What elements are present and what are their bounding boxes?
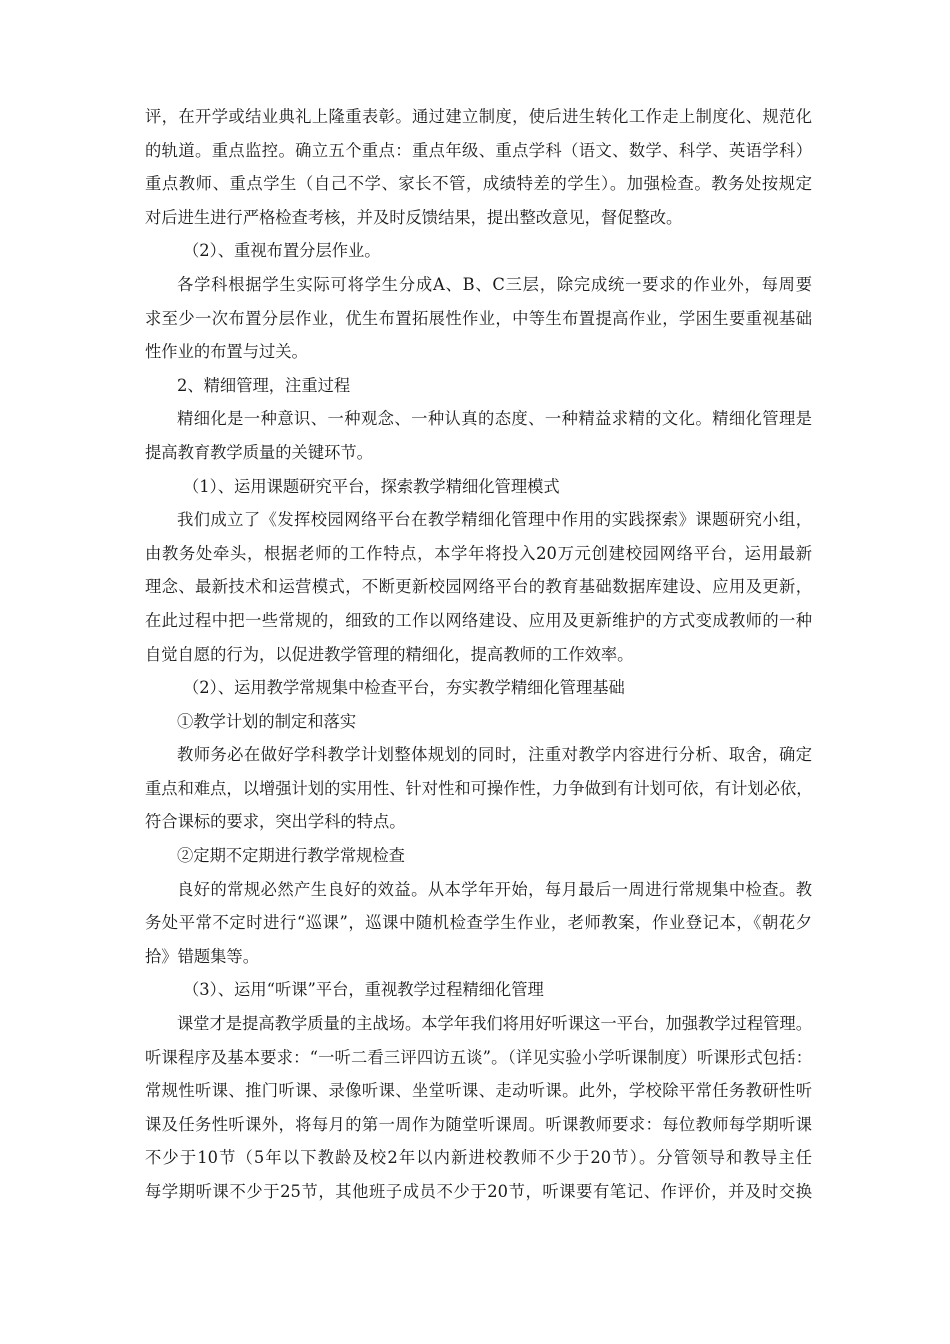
paragraph-line: 理念、最新技术和运营模式，不断更新校园网络平台的教育基础数据库建设、应用及更新，: [145, 577, 812, 597]
paragraph-line: 拾》错题集等。: [145, 946, 259, 966]
paragraph-line: 的轨道。重点监控。确立五个重点：重点年级、重点学科（语文、数学、科学、英语学科）: [145, 140, 812, 160]
paragraph-line: 精细化是一种意识、一种观念、一种认真的态度、一种精益求精的文化。精细化管理是: [177, 409, 812, 429]
paragraph-line: 务处平常不定时进行“巡课”，巡课中随机检查学生作业，老师教案，作业登记本，《朝花夕: [145, 913, 812, 933]
paragraph-line: 不少于10节（5年以下教龄及校2年以内新进校教师不少于20节）。分管领导和教导主任: [145, 1148, 812, 1168]
paragraph-line: 在此过程中把一些常规的，细致的工作以网络建设、应用及更新维护的方式变成教师的一种: [145, 610, 812, 630]
section-heading-line: （1）、运用课题研究平台，探索教学精细化管理模式: [183, 476, 560, 496]
paragraph-line: 每学期听课不少于25节，其他班子成员不少于20节，听课要有笔记、作评价，并及时交换: [145, 1182, 812, 1201]
section-heading-line: （3）、运用“听课”平台，重视教学过程精细化管理: [183, 980, 544, 1000]
paragraph-line: 听课程序及基本要求：“一听二看三评四访五谈”。（详见实验小学听课制度）听课形式包括：: [145, 1047, 812, 1067]
paragraph-line: 提高教育教学质量的关键环节。: [145, 442, 373, 462]
section-heading-line: （2）、运用教学常规集中检查平台，夯实教学精细化管理基础: [183, 678, 625, 698]
paragraph-line: ②定期不定期进行教学常规检查: [177, 846, 405, 866]
paragraph-line: 我们成立了《发挥校园网络平台在教学精细化管理中作用的实践探索》课题研究小组，: [177, 510, 812, 530]
paragraph-line: 评，在开学或结业典礼上隆重表彰。通过建立制度，使后进生转化工作走上制度化、规范化: [145, 107, 812, 126]
document-body: [145, 100, 812, 1209]
paragraph-line: 教师务必在做好学科教学计划整体规划的同时，注重对教学内容进行分析、取舍，确定: [177, 745, 812, 765]
paragraph-line: 2、精细管理，注重过程: [177, 375, 351, 395]
paragraph-line: 重点和难点，以增强计划的实用性、针对性和可操作性，力争做到有计划可依，有计划必依，: [145, 778, 813, 798]
paragraph-line: 由教务处牵头，根据老师的工作特点，本学年将投入20万元创建校园网络平台，运用最新: [145, 543, 812, 563]
paragraph-line: 课堂才是提高教学质量的主战场。本学年我们将用好听课这一平台，加强教学过程管理。: [177, 1014, 812, 1034]
paragraph-line: 符合课标的要求，突出学科的特点。: [145, 812, 406, 832]
paragraph-line: 重点教师、重点学生（自己不学、家长不管，成绩特差的学生）。加强检查。教务处按规定: [145, 174, 812, 194]
section-heading-line: （2）、重视布置分层作业。: [183, 241, 381, 261]
paragraph-line: 课及任务性听课外，将每月的第一周作为随堂听课周。听课教师要求：每位教师每学期听课: [145, 1114, 812, 1134]
paragraph-line: 性作业的布置与过关。: [145, 342, 308, 362]
paragraph-line: ①教学计划的制定和落实: [177, 711, 357, 731]
paragraph-line: 对后进生进行严格检查考核，并及时反馈结果，提出整改意见，督促整改。: [145, 207, 683, 227]
paragraph-line: 求至少一次布置分层作业，优生布置拓展性作业，中等生布置提高作业，学困生要重视基础: [145, 308, 812, 328]
paragraph-line: 常规性听课、推门听课、录像听课、坐堂听课、走动听课。此外，学校除平常任务教研性听: [145, 1081, 812, 1101]
paragraph-line: 自觉自愿的行为，以促进教学管理的精细化，提高教师的工作效率。: [145, 644, 634, 664]
paragraph-line: 良好的常规必然产生良好的效益。从本学年开始，每月最后一周进行常规集中检查。教: [177, 879, 812, 899]
paragraph-line: 各学科根据学生实际可将学生分成A、B、C三层，除完成统一要求的作业外，每周要: [177, 274, 812, 294]
